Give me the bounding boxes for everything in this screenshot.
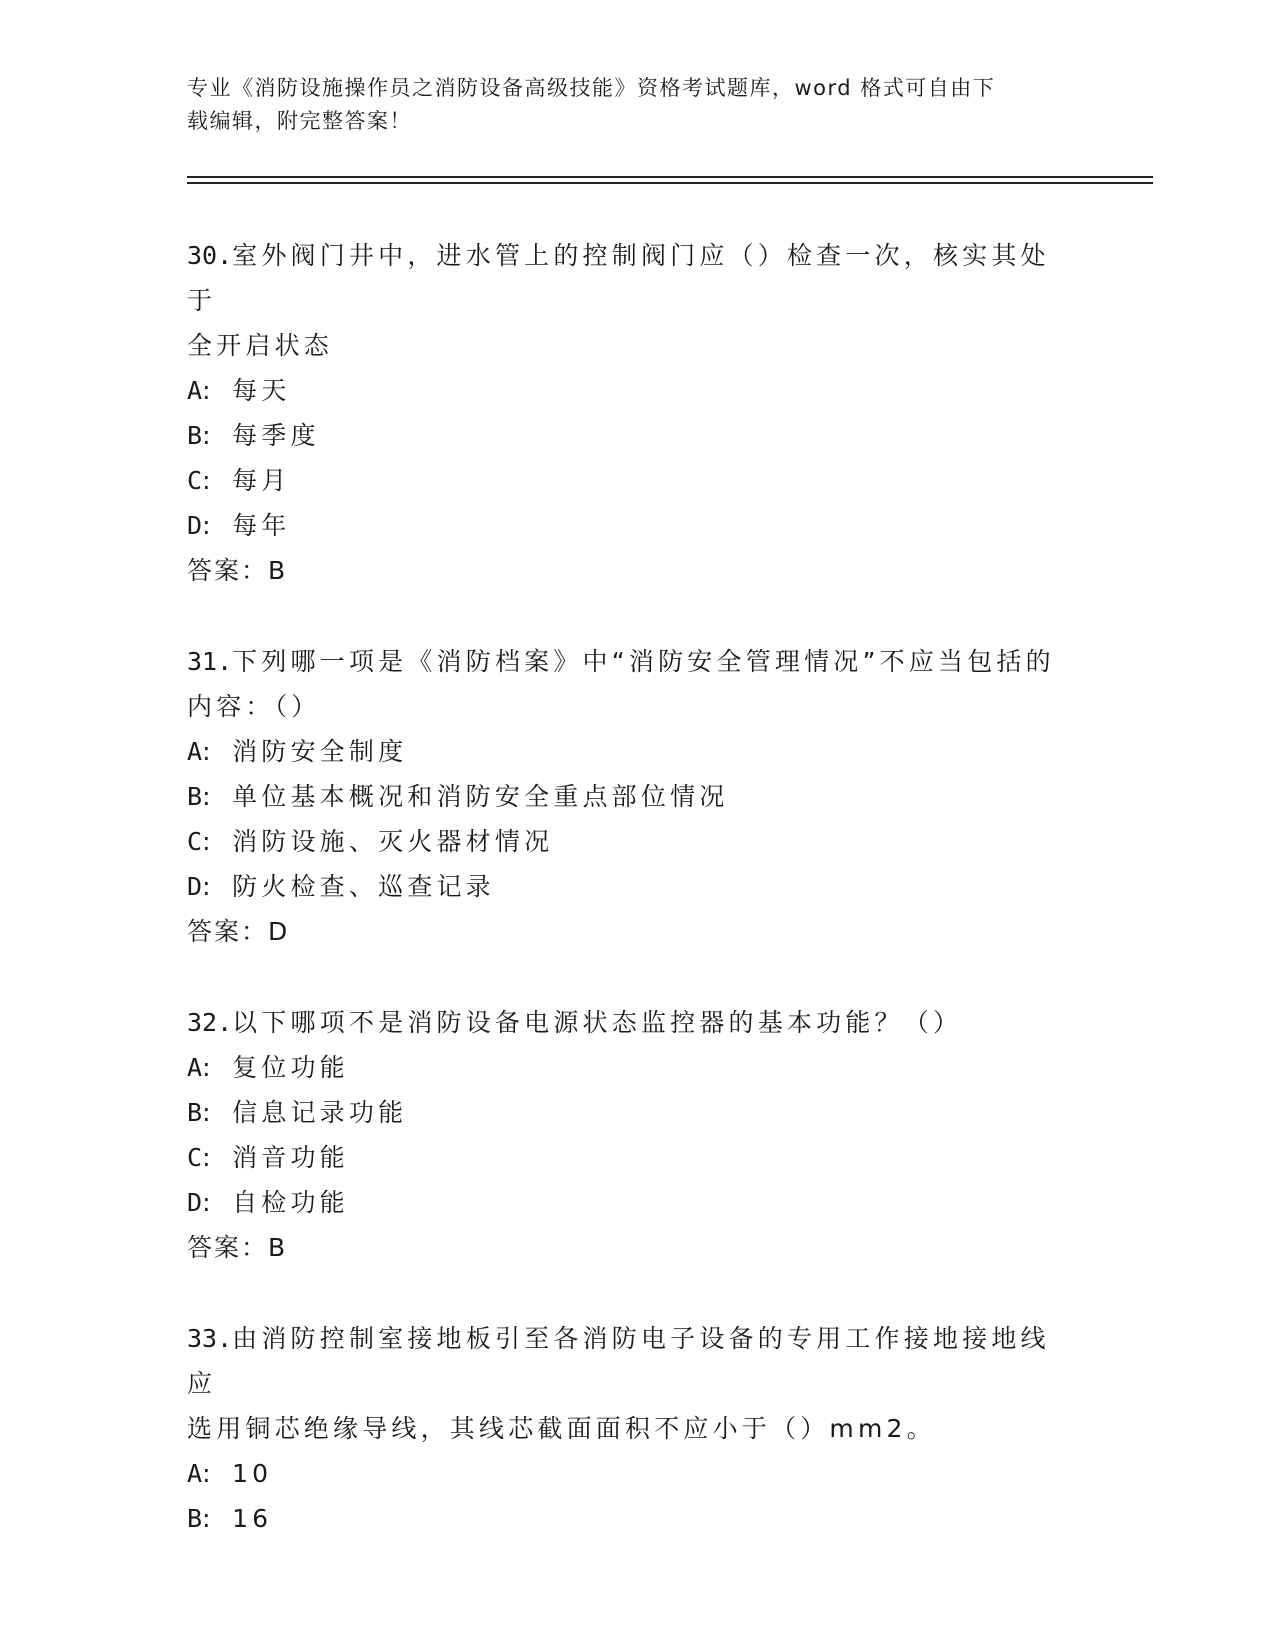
answer-value: B	[268, 1233, 288, 1262]
question-30	[187, 233, 1087, 593]
header-line-2: 载编辑，附完整答案！	[187, 109, 412, 133]
option-text: 信息记录功能	[232, 1098, 408, 1127]
option-text: 每天	[232, 376, 291, 405]
option-d: D: 防火检查、巡查记录	[187, 872, 495, 901]
option-d: D: 自检功能	[187, 1188, 349, 1217]
option-text: 10	[232, 1459, 273, 1488]
question-number: 33.	[187, 1324, 233, 1353]
option-b: B: 信息记录功能	[187, 1098, 408, 1127]
question-stem	[187, 639, 1067, 729]
answer-label: 答案：	[187, 1233, 269, 1262]
option-b: B: 每季度	[187, 421, 320, 450]
option-text: 消音功能	[232, 1143, 349, 1172]
option-text: 消防设施、灭火器材情况	[232, 827, 554, 856]
question-text-line-1: 室外阀门井中，进水管上的控制阀门应（）检查一次，核实其处于	[187, 241, 1050, 315]
option-a: A: 复位功能	[187, 1053, 349, 1082]
question-stem	[187, 1316, 1067, 1451]
option-text: 16	[232, 1504, 273, 1533]
answer-line	[187, 1225, 1087, 1270]
question-list	[187, 233, 1087, 1587]
option-c: C: 消防设施、灭火器材情况	[187, 827, 554, 856]
answer-value: D	[268, 917, 290, 946]
document-header	[187, 72, 1067, 138]
option-b: B: 16	[187, 1504, 273, 1533]
option-text: 每月	[232, 466, 291, 495]
option-text: 自检功能	[232, 1188, 349, 1217]
option-text: 防火检查、巡查记录	[232, 872, 495, 901]
option-b: B: 单位基本概况和消防安全重点部位情况	[187, 782, 729, 811]
option-text: 单位基本概况和消防安全重点部位情况	[232, 782, 729, 811]
option-d: D: 每年	[187, 511, 291, 540]
answer-line	[187, 548, 1087, 593]
answer-value: B	[268, 556, 288, 585]
question-number: 32.	[187, 1008, 233, 1037]
option-text: 每季度	[232, 421, 320, 450]
answer-line	[187, 909, 1087, 954]
question-31	[187, 639, 1087, 954]
question-text-line-2: 内容：（）	[187, 692, 321, 721]
option-text: 每年	[232, 511, 291, 540]
option-a: A: 10	[187, 1459, 273, 1488]
question-stem	[187, 1000, 1067, 1045]
question-text-line-1: 由消防控制室接地板引至各消防电子设备的专用工作接地接地线应	[187, 1324, 1050, 1398]
question-number: 30.	[187, 241, 233, 270]
answer-label: 答案：	[187, 556, 269, 585]
question-text-line-2: 选用铜芯绝缘导线，其线芯截面面积不应小于（）mm2。	[187, 1414, 936, 1443]
header-divider-top	[187, 176, 1153, 178]
question-text-line-1: 以下哪项不是消防设备电源状态监控器的基本功能？（）	[232, 1008, 963, 1037]
question-stem	[187, 233, 1067, 368]
option-text: 消防安全制度	[232, 737, 408, 766]
option-text: 复位功能	[232, 1053, 349, 1082]
option-a: A: 每天	[187, 376, 291, 405]
option-a: A: 消防安全制度	[187, 737, 408, 766]
header-line-1: 专业《消防设施操作员之消防设备高级技能》资格考试题库，word 格式可自由下	[187, 76, 996, 100]
question-33	[187, 1316, 1087, 1541]
question-text-line-1: 下列哪一项是《消防档案》中“消防安全管理情况”不应当包括的	[232, 647, 1055, 676]
option-c: C: 每月	[187, 466, 291, 495]
option-c: C: 消音功能	[187, 1143, 349, 1172]
question-number: 31.	[187, 647, 233, 676]
question-text-line-2: 全开启状态	[187, 331, 334, 360]
header-divider-bottom	[187, 182, 1153, 184]
question-32	[187, 1000, 1087, 1270]
answer-label: 答案：	[187, 917, 269, 946]
